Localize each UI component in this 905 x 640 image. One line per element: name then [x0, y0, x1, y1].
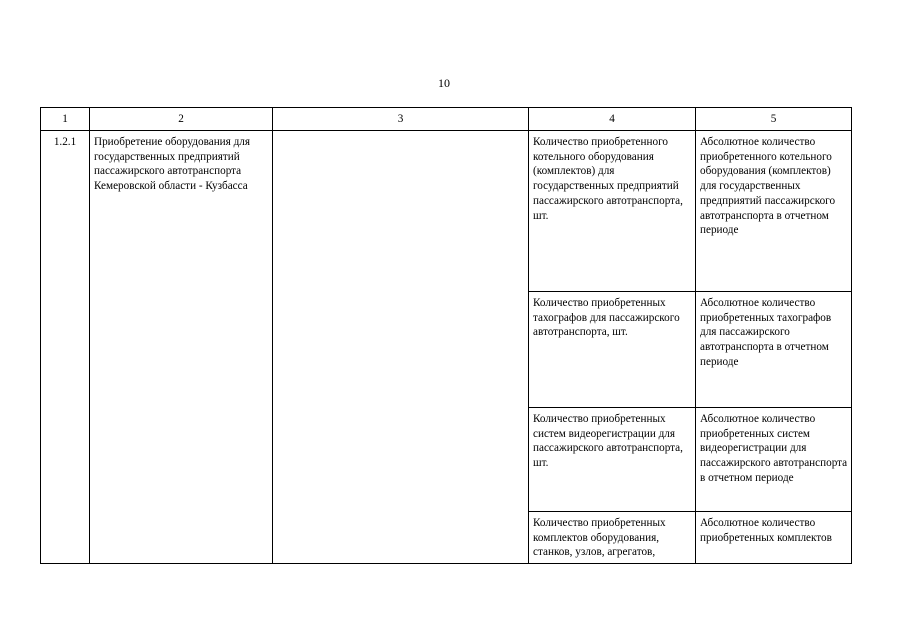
indicator-cell-wrapper [529, 512, 696, 564]
page-number: 10 [438, 76, 450, 90]
header-col-1: 1 [41, 108, 90, 131]
indicator-cell: Количество приобретенных систем видеорегистрации для пассажирского автотранспорта, шт. [529, 408, 696, 512]
measure-name-cell: Приобретение оборудования для государственных предприятий пассажирского автотранспорта Кемеровской области - Кузбасса [90, 131, 273, 564]
header-col-5: 5 [696, 108, 852, 131]
method-cell: Абсолютное количество приобретенного котельного оборудования (комплектов) для государственных предприятий пассажирского автотранспорта в отчетном периоде [696, 131, 852, 292]
indicator-cell: Количество приобретенных комплектов оборудования, станков, узлов, агрегатов, [533, 517, 666, 559]
method-cell: Абсолютное количество приобретенных систем видеорегистрации для пассажирского автотранспорта в отчетном периоде [696, 408, 852, 512]
table-header-row [41, 108, 852, 131]
col3-cell [273, 131, 529, 564]
header-col-2: 2 [90, 108, 273, 131]
table-row [41, 131, 852, 292]
header-col-4: 4 [529, 108, 696, 131]
indicator-cell: Количество приобретенного котельного оборудования (комплектов) для государственных предприятий пассажирского автотранспорта, шт. [529, 131, 696, 292]
indicator-cell: Количество приобретенных тахографов для пассажирского автотранспорта, шт. [529, 292, 696, 408]
header-col-3: 3 [273, 108, 529, 131]
method-cell: Абсолютное количество приобретенных комплектов [700, 517, 832, 544]
document-table [40, 107, 852, 564]
method-cell: Абсолютное количество приобретенных тахографов для пассажирского автотранспорта в отчетном периоде [696, 292, 852, 408]
method-cell-wrapper [696, 512, 852, 564]
row-number-cell: 1.2.1 [41, 131, 90, 564]
